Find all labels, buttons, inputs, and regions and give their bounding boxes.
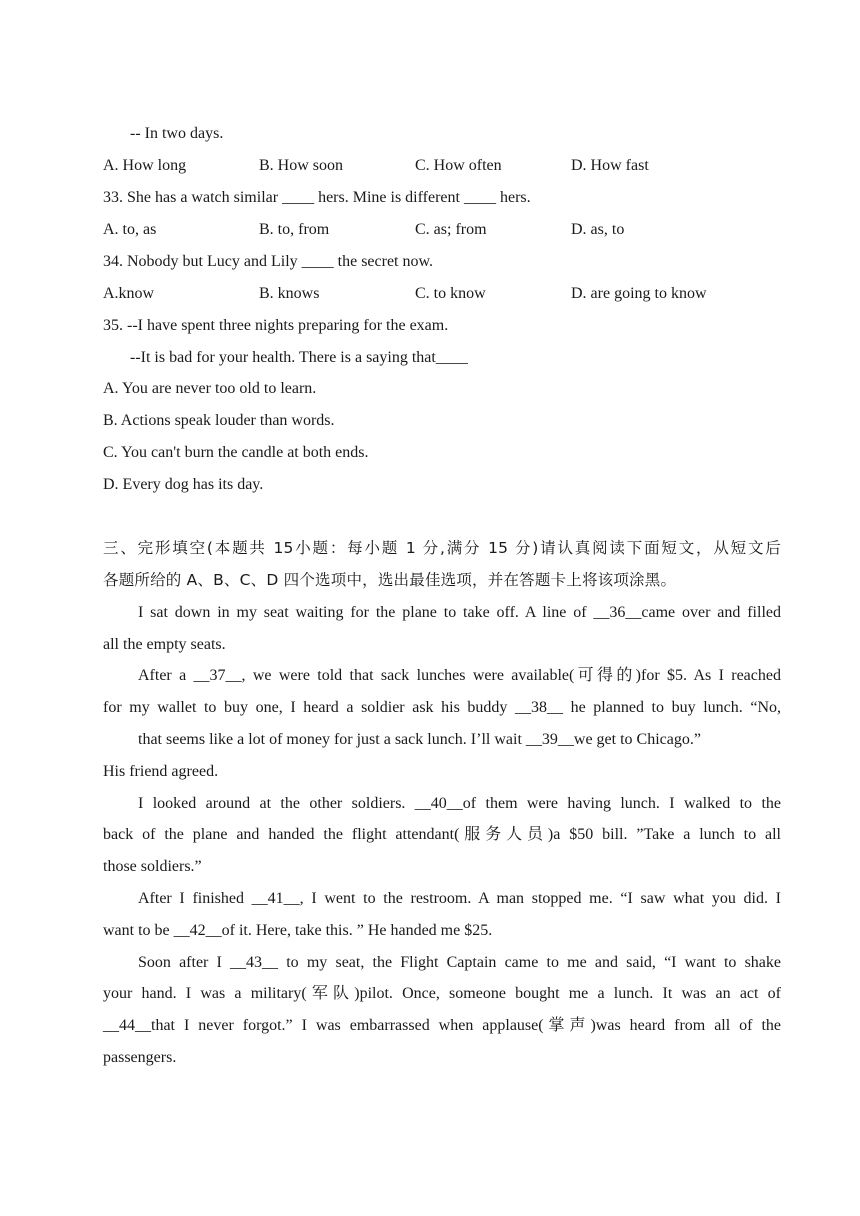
passage-p3-line-2: back of the plane and handed the flight attendant(服务人员)a $50 bill. ”Take a lunch to all [103,826,781,843]
passage-p3-line-1: I looked around at the other soldiers. __40__of them were having lunch. I walked to the [138,795,781,812]
passage-p1-line-1: I sat down in my seat waiting for the plane to take off. A line of __36__came over and filled [138,604,781,621]
q32-option-d: D. How fast [571,157,649,174]
q35-option-d: D. Every dog has its day. [103,476,264,493]
q35-option-c: C. You can't burn the candle at both ends. [103,444,369,461]
q33-option-d: D. as, to [571,221,625,238]
q34-option-b: B. knows [259,285,320,302]
passage-p5-line-3: __44__that I never forgot.” I was embarrassed when applause(掌声)was heard from all of the [103,1017,781,1034]
q35-stem: 35. --I have spent three nights preparing for the exam. [103,317,449,334]
q34-stem: 34. Nobody but Lucy and Lily ____ the secret now. [103,253,434,270]
passage-p2-line-2: for my wallet to buy one, I heard a soldier ask his buddy __38__ he planned to buy lunch. “No, [103,699,781,716]
passage-p2-line-3: that seems like a lot of money for just a sack lunch. I’ll wait __39__we get to Chicago.” [138,731,701,748]
q32-option-b: B. How soon [259,157,344,174]
q33-option-b: B. to, from [259,221,330,238]
passage-p2-line-1: After a __37__, we were told that sack lunches were available(可得的)for $5. As I reached [138,667,781,684]
q32-option-c: C. How often [415,157,502,174]
passage-p4-line-1: After I finished __41__, I went to the restroom. A man stopped me. “I saw what you did. I [138,890,781,907]
passage-p5-line-2: your hand. I was a military(军队)pilot. Once, someone bought me a lunch. It was an act of [103,985,781,1002]
passage-p1-line-2: all the empty seats. [103,636,226,653]
q33-option-a: A. to, as [103,221,157,238]
q34-option-c: C. to know [415,285,486,302]
q33-stem: 33. She has a watch similar ____ hers. Mine is different ____ hers. [103,189,531,206]
q34-option-d: D. are going to know [571,285,707,302]
passage-p5-line-4: passengers. [103,1049,177,1066]
passage-p5-line-1: Soon after I __43__ to my seat, the Flight Captain came to me and said, “I want to shake [138,954,781,971]
passage-p2-line-4: His friend agreed. [103,763,219,780]
q32-answer-line: -- In two days. [130,125,224,142]
passage-p3-line-3: those soldiers.” [103,858,202,875]
q33-option-c: C. as; from [415,221,487,238]
section-3-heading-line-2: 各题所给的 A、B、C、D 四个选项中，选出最佳选项，并在答题卡上将该项涂黑。 [103,571,677,589]
q32-option-a: A. How long [103,157,187,174]
q35-option-a: A. You are never too old to learn. [103,380,317,397]
q35-option-b: B. Actions speak louder than words. [103,412,335,429]
q35-reply: --It is bad for your health. There is a saying that____ [130,349,468,366]
passage-p4-line-2: want to be __42__of it. Here, take this. ” He handed me $25. [103,922,493,939]
section-3-heading-line-1: 三、完形填空(本题共 15小题：每小题 1 分,满分 15 分)请认真阅读下面短文，从短文后 [103,539,781,557]
q34-option-a: A.know [103,285,155,302]
